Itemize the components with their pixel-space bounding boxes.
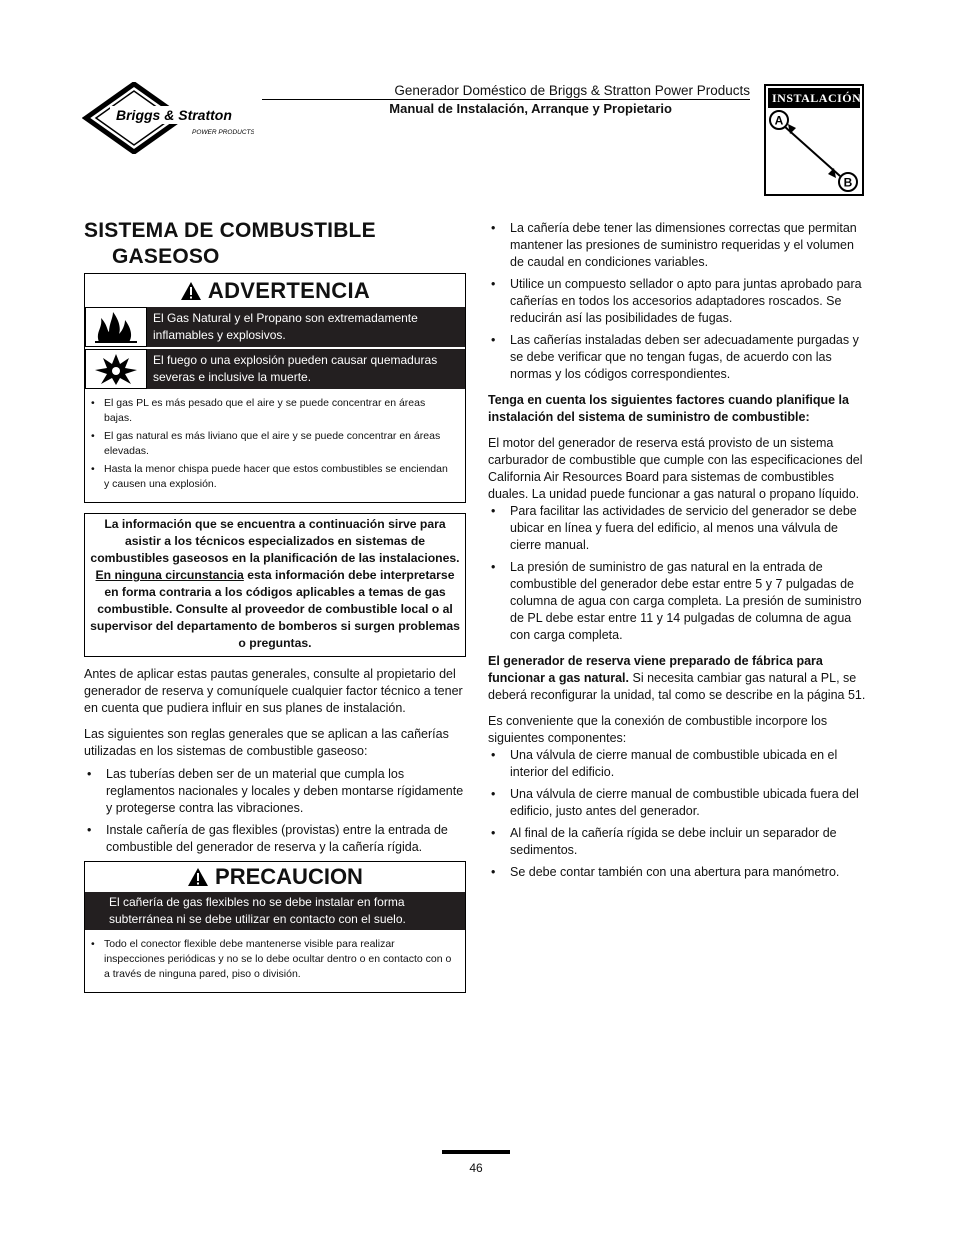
- hazard-text-explosion: El fuego o una explosión pueden causar quemaduras severas e inclusive la muerte.: [147, 349, 465, 389]
- list-item: • Una válvula de cierre manual de combustible ubicada en el interior del edificio.: [488, 747, 870, 781]
- list-item: • Hasta la menor chispa puede hacer que estos combustibles se enciendan y causen una explosión.: [91, 462, 455, 492]
- hazard-row-explosion: [85, 349, 465, 389]
- body-paragraph: [488, 653, 870, 704]
- header-rule: [262, 99, 750, 100]
- list-item: • El gas PL es más pesado que el aire y se puede concentrar en áreas bajas.: [91, 396, 455, 426]
- left-column: [84, 218, 466, 993]
- body-paragraph: El motor del generador de reserva está provisto de un sistema carburador de combustible que cumple con las especificaciones del California Air Resources Board para sistemas de combustibles duales. La unidad puede funcionar a gas natural o propano líquido.: [488, 436, 863, 501]
- warning-bullet-list: [85, 389, 465, 502]
- section-title-line1: SISTEMA DE COMBUSTIBLE: [84, 219, 376, 242]
- section-title: [84, 218, 466, 270]
- list-item: • Las cañerías instaladas deben ser adecuadamente purgadas y se debe verificar que no tengan fugas, de acuerdo con las normas y los códigos correspondientes.: [488, 332, 870, 383]
- header-subtitle: Manual de Instalación, Arranque y Propietario: [389, 101, 672, 116]
- components-list: [488, 747, 870, 881]
- piping-requirements-list: [488, 220, 870, 383]
- header-title: Generador Doméstico de Briggs & Stratton Power Products: [394, 83, 750, 98]
- planning-heading: Tenga en cuenta los siguientes factores cuando planifique la instalación del sistema de suministro de combustible:: [488, 393, 849, 424]
- caution-dark-text: El cañería de gas flexibles no se debe instalar en forma subterránea ni se debe utilizar en contacto con el suelo.: [85, 892, 465, 930]
- installation-badge: [764, 84, 864, 196]
- installation-badge-label: INSTALACIÓN: [768, 88, 860, 108]
- list-item: • El gas natural es más liviano que el aire y se puede concentrar en áreas elevadas.: [91, 429, 455, 459]
- list-item: • Para facilitar las actividades de servicio del generador se debe ubicar en línea y fuera del edificio, al menos una válvula de cierre manual.: [488, 503, 870, 554]
- info-text-underlined: En ninguna circunstancia: [95, 568, 244, 582]
- logo-text: Briggs & Stratton: [116, 107, 232, 123]
- list-item: • La presión de suministro de gas natural en la entrada de combustible del generador debe estar entre 5 y 7 pulgadas de columna de agua con carga completa. La presión de suministro de PL debe estar entre 11 y 14 pulgadas de columna de agua con carga completa.: [488, 559, 870, 644]
- list-item: • Se debe contar también con una abertura para manómetro.: [488, 864, 870, 881]
- body-paragraph: Las siguientes son reglas generales que se aplican a las cañerías utilizadas en los sistemas de combustible gaseoso:: [84, 727, 449, 758]
- list-item: • Utilice un compuesto sellador o apto para juntas aprobado para cañerías en todos los accesorios adaptadores roscados. Se reducirán así las posibilidades de fugas.: [488, 276, 870, 327]
- caution-heading-text: PRECAUCION: [215, 864, 363, 889]
- hazard-row-flammable: [85, 307, 465, 347]
- warning-box: [84, 273, 466, 503]
- logo-subtext: POWER PRODUCTS: [192, 129, 254, 136]
- list-item: • Instale cañería de gas flexibles (provistas) entre la entrada de combustible del generador de reserva y la cañería rígida.: [84, 822, 466, 856]
- list-item: • Al final de la cañería rígida se debe incluir un separador de sedimentos.: [488, 825, 870, 859]
- footer-bar: [442, 1150, 510, 1154]
- list-item: • La cañería debe tener las dimensiones correctas que permitan mantener las presiones de suministro requeridas y el volumen de caudal en condiciones variables.: [488, 220, 870, 271]
- body-paragraph: Es conveniente que la conexión de combustible incorpore los siguientes componentes:: [488, 714, 828, 745]
- caution-heading: [85, 862, 465, 892]
- info-text-part2: esta información debe interpretarse en forma contraria a los códigos aplicables a temas de gas combustible. Consulte al proveedor de combustible local o al supervisor del departamento de bomberos si surgen problemas o preguntas.: [90, 568, 460, 650]
- warning-triangle-icon: [180, 281, 202, 301]
- a-to-b-arrow-icon: [766, 108, 862, 194]
- list-item: • Las tuberías deben ser de un material que cumpla los reglamentos nacionales y locales y deben montarse rígidamente y protegerse contra las vibraciones.: [84, 766, 466, 817]
- briggs-stratton-logo: [82, 82, 254, 154]
- body-paragraph: Antes de aplicar estas pautas generales, consulte al propietario del generador de reserva y comuníquele cualquier factor técnico a tener en cuenta que pudiera influir en sus planes de instalación.: [84, 667, 463, 715]
- badge-a-label: A: [774, 113, 784, 128]
- warning-heading: [85, 274, 465, 307]
- caution-box: [84, 861, 466, 993]
- hazard-text-flammable: El Gas Natural y el Propano son extremadamente inflamables y explosivos.: [147, 307, 465, 347]
- warning-triangle-icon: [187, 867, 209, 887]
- natural-gas-note-bold: El generador de reserva viene preparado de fábrica para funcionar a gas natural.: [488, 654, 823, 685]
- natural-gas-note-rest: Si necesita cambiar gas natural a PL, se deberá reconfigurar la unidad, tal como se describe en la página 51.: [488, 671, 866, 702]
- page-number: 46: [469, 1161, 483, 1175]
- technician-info-box: [84, 513, 466, 657]
- list-item: • Una válvula de cierre manual de combustible ubicada fuera del edificio, justo antes del generador.: [488, 786, 870, 820]
- list-item: • Todo el conector flexible debe mantenerse visible para realizar inspecciones periódicas y no se lo debe ocultar dentro o en contacto con o a través de ninguna pared, piso o división.: [91, 937, 455, 982]
- right-column: [488, 220, 870, 886]
- service-list: [488, 503, 870, 644]
- fire-icon: [85, 307, 147, 347]
- warning-heading-text: ADVERTENCIA: [207, 277, 371, 303]
- info-text-part1: La información que se encuentra a continuación sirve para asistir a los técnicos especializados en sistemas de combustibles gaseosos en la planificación de las instalaciones.: [90, 517, 460, 565]
- badge-b-label: B: [843, 175, 853, 190]
- explosion-icon: [85, 349, 147, 389]
- caution-bullet-list: [85, 930, 465, 992]
- section-title-line2: GASEOSO: [112, 245, 220, 268]
- piping-rules-list: [84, 766, 466, 856]
